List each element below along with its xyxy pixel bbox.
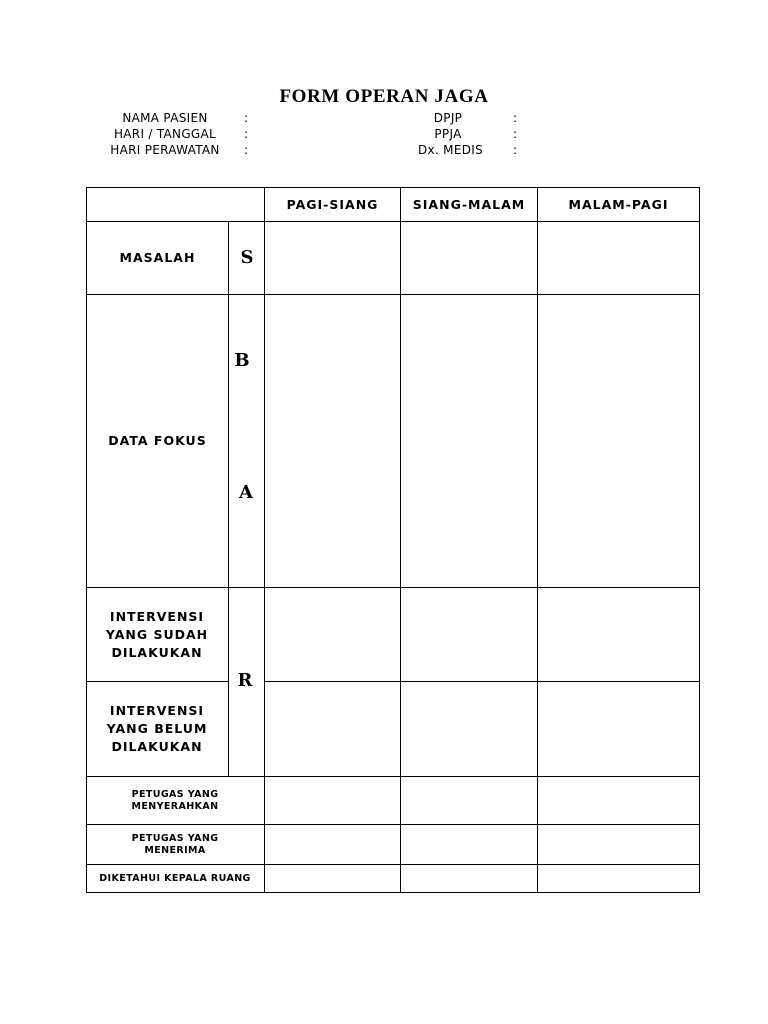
entry-intervensi-belum-malam-pagi[interactable] [538,682,699,776]
entry-intervensi-belum-pagi-siang[interactable] [265,682,400,776]
label-nama-pasien: NAMA PASIEN [122,111,208,125]
entry-menyerahkan-pagi-siang[interactable] [265,777,400,824]
row-label-intervensi-sudah: INTERVENSI YANG SUDAH DILAKUKAN [105,608,209,660]
entry-intervensi-sudah-malam-pagi[interactable] [538,588,699,681]
sbar-letter-r: R [237,670,253,691]
entry-menerima-malam-pagi[interactable] [538,825,699,864]
sbar-letter-b: B [234,350,250,371]
colon-ppja: : [513,127,518,141]
entry-kepala-ruang-malam-pagi[interactable] [538,865,699,892]
entry-masalah-malam-pagi[interactable] [538,222,699,294]
table-border-bottom [86,892,700,893]
colon-hari-perawatan: : [244,143,249,157]
colon-nama-pasien: : [244,111,249,125]
colon-dx-medis: : [513,143,518,157]
handover-form-table [86,187,700,893]
entry-intervensi-sudah-siang-malam[interactable] [401,588,537,681]
row-label-intervensi-belum: INTERVENSI YANG BELUM DILAKUKAN [106,703,208,754]
form-title: FORM OPERAN JAGA [279,86,489,107]
colon-dpjp: : [513,111,518,125]
entry-kepala-ruang-pagi-siang[interactable] [265,865,400,892]
entry-menerima-siang-malam[interactable] [401,825,537,864]
entry-intervensi-sudah-pagi-siang[interactable] [265,588,400,681]
entry-intervensi-belum-siang-malam[interactable] [401,682,537,776]
column-header-pagi-siang: PAGI-SIANG [286,196,379,212]
entry-masalah-pagi-siang[interactable] [265,222,400,294]
entry-menyerahkan-malam-pagi[interactable] [538,777,699,824]
entry-menyerahkan-siang-malam[interactable] [401,777,537,824]
entry-data-fokus-siang-malam[interactable] [401,295,537,587]
entry-data-fokus-malam-pagi[interactable] [538,295,699,587]
entry-masalah-siang-malam[interactable] [401,222,537,294]
sbar-letter-s: S [240,247,254,268]
row-label-diketahui-kepala-ruang: DIKETAHUI KEPALA RUANG [99,872,251,884]
table-border-right [699,187,700,893]
row-label-masalah: MASALAH [119,250,196,265]
label-ppja: PPJA [434,127,462,141]
entry-data-fokus-pagi-siang[interactable] [265,295,400,587]
label-hari-tanggal: HARI / TANGGAL [113,127,217,141]
label-hari-perawatan: HARI PERAWATAN [110,143,220,157]
entry-menerima-pagi-siang[interactable] [265,825,400,864]
colon-hari-tanggal: : [244,127,249,141]
row-label-petugas-menerima: PETUGAS YANG MENERIMA [131,832,219,856]
label-dx-medis: Dx. MEDIS [418,143,484,157]
column-header-siang-malam: SIANG-MALAM [412,196,526,212]
entry-kepala-ruang-siang-malam[interactable] [401,865,537,892]
row-label-data-fokus: DATA FOKUS [108,433,207,448]
column-header-malam-pagi: MALAM-PAGI [568,196,669,212]
row-label-petugas-menyerahkan: PETUGAS YANG MENYERAHKAN [131,788,219,812]
label-dpjp: DPJP [433,111,463,125]
sbar-letter-a: A [239,482,253,503]
